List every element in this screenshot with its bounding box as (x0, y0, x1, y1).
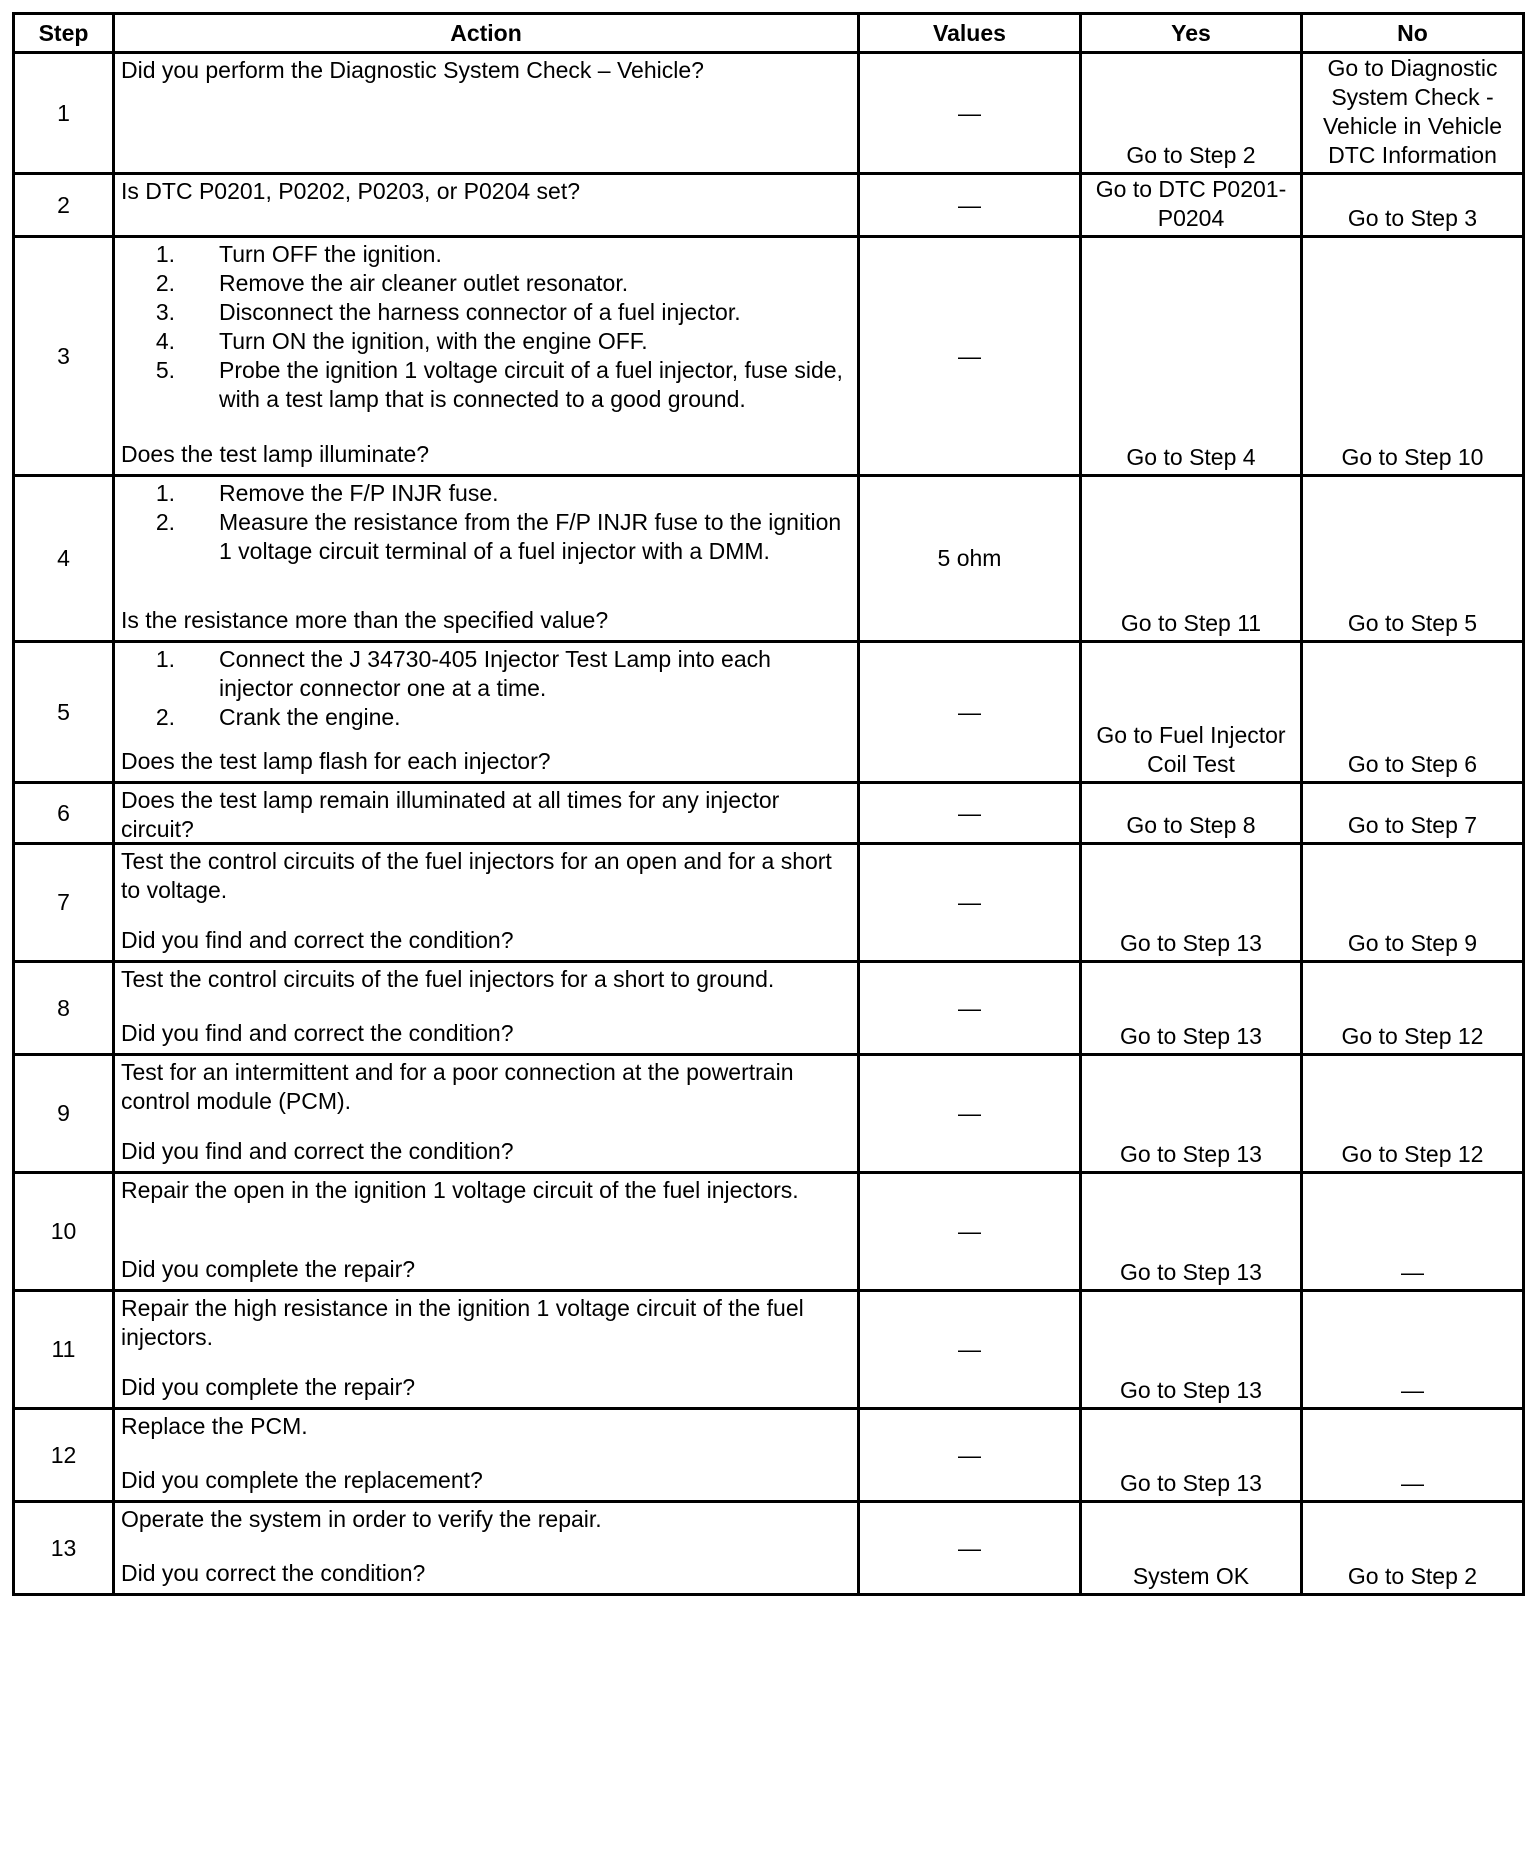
action-step-text: Connect the J 34730-405 Injector Test Lamp into each injector connector one at a time. (219, 646, 771, 701)
value-cell: — (859, 174, 1081, 237)
header-values: Values (859, 14, 1081, 53)
no-cell: Go to Step 6 (1302, 642, 1524, 783)
step-number: 10 (14, 1173, 114, 1291)
table-row (14, 783, 1524, 844)
table-row (14, 1409, 1524, 1502)
table-row (14, 237, 1524, 476)
action-step-text: Turn OFF the ignition. (219, 241, 442, 267)
step-number: 12 (14, 1409, 114, 1502)
value-cell: — (859, 53, 1081, 174)
header-step: Step (14, 14, 114, 53)
action-question: Did you correct the condition? (121, 1560, 426, 1586)
action-cell (114, 962, 859, 1055)
yes-cell: Go to Step 13 (1081, 1291, 1302, 1409)
no-cell: — (1302, 1409, 1524, 1502)
action-question: Is the resistance more than the specified value? (121, 607, 609, 633)
action-step-text: Disconnect the harness connector of a fuel injector. (219, 299, 741, 325)
action-question: Did you complete the replacement? (121, 1467, 483, 1493)
action-cell (114, 53, 859, 174)
value-cell: — (859, 844, 1081, 962)
action-cell (114, 1173, 859, 1291)
step-number: 6 (14, 783, 114, 844)
step-number: 13 (14, 1502, 114, 1595)
action-step-number: 4. (155, 328, 175, 354)
no-cell: Go to Step 12 (1302, 962, 1524, 1055)
header-yes: Yes (1081, 14, 1302, 53)
action-cell (114, 642, 859, 783)
step-number: 11 (14, 1291, 114, 1409)
table-row (14, 844, 1524, 962)
action-question: Did you find and correct the condition? (121, 927, 514, 953)
table-row (14, 1173, 1524, 1291)
action-step-text: Crank the engine. (219, 704, 401, 730)
table-row (14, 1502, 1524, 1595)
header-action: Action (114, 14, 859, 53)
value-cell: — (859, 1502, 1081, 1595)
no-cell: Go to Step 3 (1302, 174, 1524, 237)
value-cell: — (859, 642, 1081, 783)
action-step-item (121, 269, 851, 298)
action-cell (114, 174, 859, 237)
yes-cell: System OK (1081, 1502, 1302, 1595)
no-cell: Go to Step 9 (1302, 844, 1524, 962)
yes-cell: Go to DTC P0201-P0204 (1081, 174, 1302, 237)
action-question: Did you find and correct the condition? (121, 1138, 514, 1164)
yes-cell: Go to Step 2 (1081, 53, 1302, 174)
yes-cell: Go to Step 13 (1081, 1409, 1302, 1502)
action-steps-list (121, 645, 851, 732)
yes-cell: Go to Fuel Injector Coil Test (1081, 642, 1302, 783)
action-text: Did you perform the Diagnostic System Check – Vehicle? (121, 57, 704, 83)
action-step-item (121, 240, 851, 269)
action-step-number: 2. (155, 704, 175, 730)
action-step-number: 2. (155, 270, 175, 296)
action-step-item (121, 356, 851, 414)
no-cell: Go to Step 7 (1302, 783, 1524, 844)
action-text: Test the control circuits of the fuel injectors for a short to ground. (121, 966, 775, 992)
yes-cell: Go to Step 13 (1081, 962, 1302, 1055)
action-text: Repair the high resistance in the ignition 1 voltage circuit of the fuel injectors. (121, 1295, 804, 1350)
action-question: Did you find and correct the condition? (121, 1020, 514, 1046)
action-text: Test for an intermittent and for a poor connection at the powertrain control module (PCM). (121, 1059, 794, 1114)
step-number: 3 (14, 237, 114, 476)
action-step-text: Remove the air cleaner outlet resonator. (219, 270, 629, 296)
header-no: No (1302, 14, 1524, 53)
action-question: Does the test lamp flash for each injector? (121, 748, 551, 774)
action-step-text: Probe the ignition 1 voltage circuit of a fuel injector, fuse side, with a test lamp that is connected to a good ground. (219, 357, 843, 412)
action-cell (114, 844, 859, 962)
action-cell (114, 1055, 859, 1173)
value-cell: — (859, 1055, 1081, 1173)
action-step-item (121, 327, 851, 356)
action-step-text: Turn ON the ignition, with the engine OFF. (219, 328, 648, 354)
table-body (14, 53, 1524, 1595)
value-cell: — (859, 783, 1081, 844)
step-number: 2 (14, 174, 114, 237)
step-number: 5 (14, 642, 114, 783)
action-text: Does the test lamp remain illuminated at all times for any injector circuit? (121, 787, 780, 842)
action-step-number: 1. (155, 480, 175, 506)
action-step-number: 1. (155, 241, 175, 267)
action-step-item (121, 298, 851, 327)
no-cell: — (1302, 1291, 1524, 1409)
yes-cell: Go to Step 8 (1081, 783, 1302, 844)
action-steps-list (121, 479, 851, 566)
step-number: 9 (14, 1055, 114, 1173)
action-cell (114, 237, 859, 476)
value-cell: 5 ohm (859, 476, 1081, 642)
value-cell: — (859, 237, 1081, 476)
action-steps-list (121, 240, 851, 414)
yes-cell: Go to Step 13 (1081, 844, 1302, 962)
no-cell: Go to Step 10 (1302, 237, 1524, 476)
action-question: Does the test lamp illuminate? (121, 441, 430, 467)
action-step-item (121, 703, 851, 732)
action-step-number: 1. (155, 646, 175, 672)
table-row (14, 1055, 1524, 1173)
action-step-text: Remove the F/P INJR fuse. (219, 480, 499, 506)
action-cell (114, 1502, 859, 1595)
no-cell: Go to Step 5 (1302, 476, 1524, 642)
diagnostic-table (12, 12, 1525, 1596)
yes-cell: Go to Step 11 (1081, 476, 1302, 642)
action-cell (114, 1291, 859, 1409)
step-number: 7 (14, 844, 114, 962)
action-cell (114, 783, 859, 844)
action-text: Repair the open in the ignition 1 voltage circuit of the fuel injectors. (121, 1177, 799, 1203)
action-step-item (121, 645, 851, 703)
action-step-item (121, 508, 851, 566)
value-cell: — (859, 962, 1081, 1055)
action-cell (114, 1409, 859, 1502)
action-text: Is DTC P0201, P0202, P0203, or P0204 set? (121, 178, 581, 204)
no-cell: Go to Step 12 (1302, 1055, 1524, 1173)
action-step-number: 5. (155, 357, 175, 383)
yes-cell: Go to Step 4 (1081, 237, 1302, 476)
no-cell: Go to Step 2 (1302, 1502, 1524, 1595)
value-cell: — (859, 1409, 1081, 1502)
action-question: Did you complete the repair? (121, 1374, 416, 1400)
table-row (14, 476, 1524, 642)
table-row (14, 962, 1524, 1055)
table-row (14, 53, 1524, 174)
step-number: 8 (14, 962, 114, 1055)
action-step-item (121, 479, 851, 508)
value-cell: — (859, 1173, 1081, 1291)
step-number: 4 (14, 476, 114, 642)
value-cell: — (859, 1291, 1081, 1409)
table-row (14, 642, 1524, 783)
yes-cell: Go to Step 13 (1081, 1173, 1302, 1291)
action-text: Test the control circuits of the fuel injectors for an open and for a short to voltage. (121, 848, 832, 903)
no-cell: — (1302, 1173, 1524, 1291)
action-text: Replace the PCM. (121, 1413, 308, 1439)
action-step-text: Measure the resistance from the F/P INJR fuse to the ignition 1 voltage circuit terminal of a fuel injector with a DMM. (219, 509, 842, 564)
no-cell: Go to Diagnostic System Check - Vehicle in Vehicle DTC Information (1302, 53, 1524, 174)
action-step-number: 2. (155, 509, 175, 535)
header-row (14, 14, 1524, 53)
action-question: Did you complete the repair? (121, 1256, 416, 1282)
action-text: Operate the system in order to verify the repair. (121, 1506, 602, 1532)
table-row (14, 174, 1524, 237)
step-number: 1 (14, 53, 114, 174)
yes-cell: Go to Step 13 (1081, 1055, 1302, 1173)
table-row (14, 1291, 1524, 1409)
action-cell (114, 476, 859, 642)
action-step-number: 3. (155, 299, 175, 325)
